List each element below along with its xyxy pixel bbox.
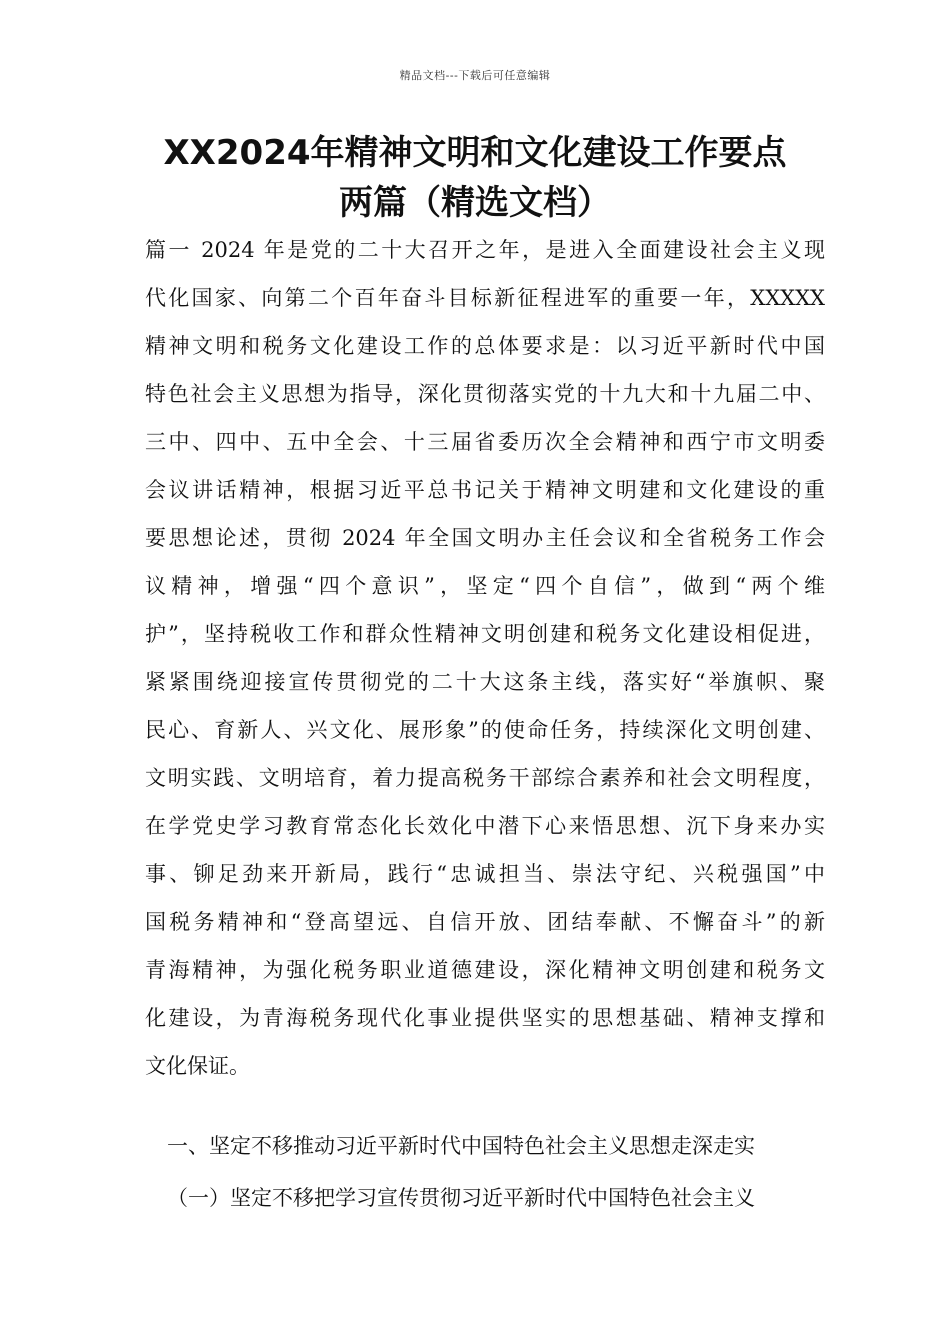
paragraph-line: 会议讲话精神，根据习近平总书记关于精神文明建和文化建设的重: [145, 478, 825, 502]
section-heading-2: （一）坚定不移把学习宣传贯彻习近平新时代中国特色社会主义: [167, 1186, 755, 1210]
title-line-2: 两篇（精选文档）: [339, 183, 611, 223]
title-line-1: XX2024年精神文明和文化建设工作要点: [163, 133, 787, 173]
paragraph-line: 文化保证。: [145, 1054, 250, 1078]
paragraph-line: 精神文明和税务文化建设工作的总体要求是：以习近平新时代中国: [145, 334, 825, 358]
paragraph-line: 代化国家、向第二个百年奋斗目标新征程进军的重要一年，XXXXX: [145, 286, 825, 310]
paragraph-line: 化建设，为青海税务现代化事业提供坚实的思想基础、精神支撑和: [145, 1006, 825, 1030]
paragraph-line: 篇一 2024 年是党的二十大召开之年，是进入全面建设社会主义现: [145, 238, 825, 262]
paragraph-line: 要思想论述，贯彻 2024 年全国文明办主任会议和全省税务工作会: [145, 526, 825, 550]
paragraph-line: 议精神，增强“四个意识”，坚定“四个自信”，做到“两个维: [145, 574, 825, 598]
paragraph-line: 三中、四中、五中全会、十三届省委历次全会精神和西宁市文明委: [145, 430, 825, 454]
paragraph-line: 民心、育新人、兴文化、展形象”的使命任务，持续深化文明创建、: [145, 718, 825, 742]
paragraph-line: 国税务精神和“登高望远、自信开放、团结奉献、不懈奋斗”的新: [145, 910, 825, 934]
body-paragraph: [145, 226, 825, 1090]
paragraph-line: 护”，坚持税收工作和群众性精神文明创建和税务文化建设相促进，: [145, 622, 825, 646]
paragraph-line: 特色社会主义思想为指导，深化贯彻落实党的十九大和十九届二中、: [145, 382, 825, 406]
page-title: [120, 128, 830, 228]
section-heading-1: 一、坚定不移推动习近平新时代中国特色社会主义思想走深走实: [167, 1134, 755, 1158]
paragraph-line: 文明实践、文明培育，着力提高税务干部综合素养和社会文明程度，: [145, 766, 825, 790]
paragraph-line: 事、铆足劲来开新局，践行“忠诚担当、崇法守纪、兴税强国”中: [145, 862, 825, 886]
paragraph-line: 紧紧围绕迎接宣传贯彻党的二十大这条主线，落实好“举旗帜、聚: [145, 670, 825, 694]
header-note: 精品文档---下载后可任意编辑: [399, 69, 551, 82]
paragraph-line: 在学党史学习教育常态化长效化中潜下心来悟思想、沉下身来办实: [145, 814, 825, 838]
paragraph-line: 青海精神，为强化税务职业道德建设，深化精神文明创建和税务文: [145, 958, 825, 982]
